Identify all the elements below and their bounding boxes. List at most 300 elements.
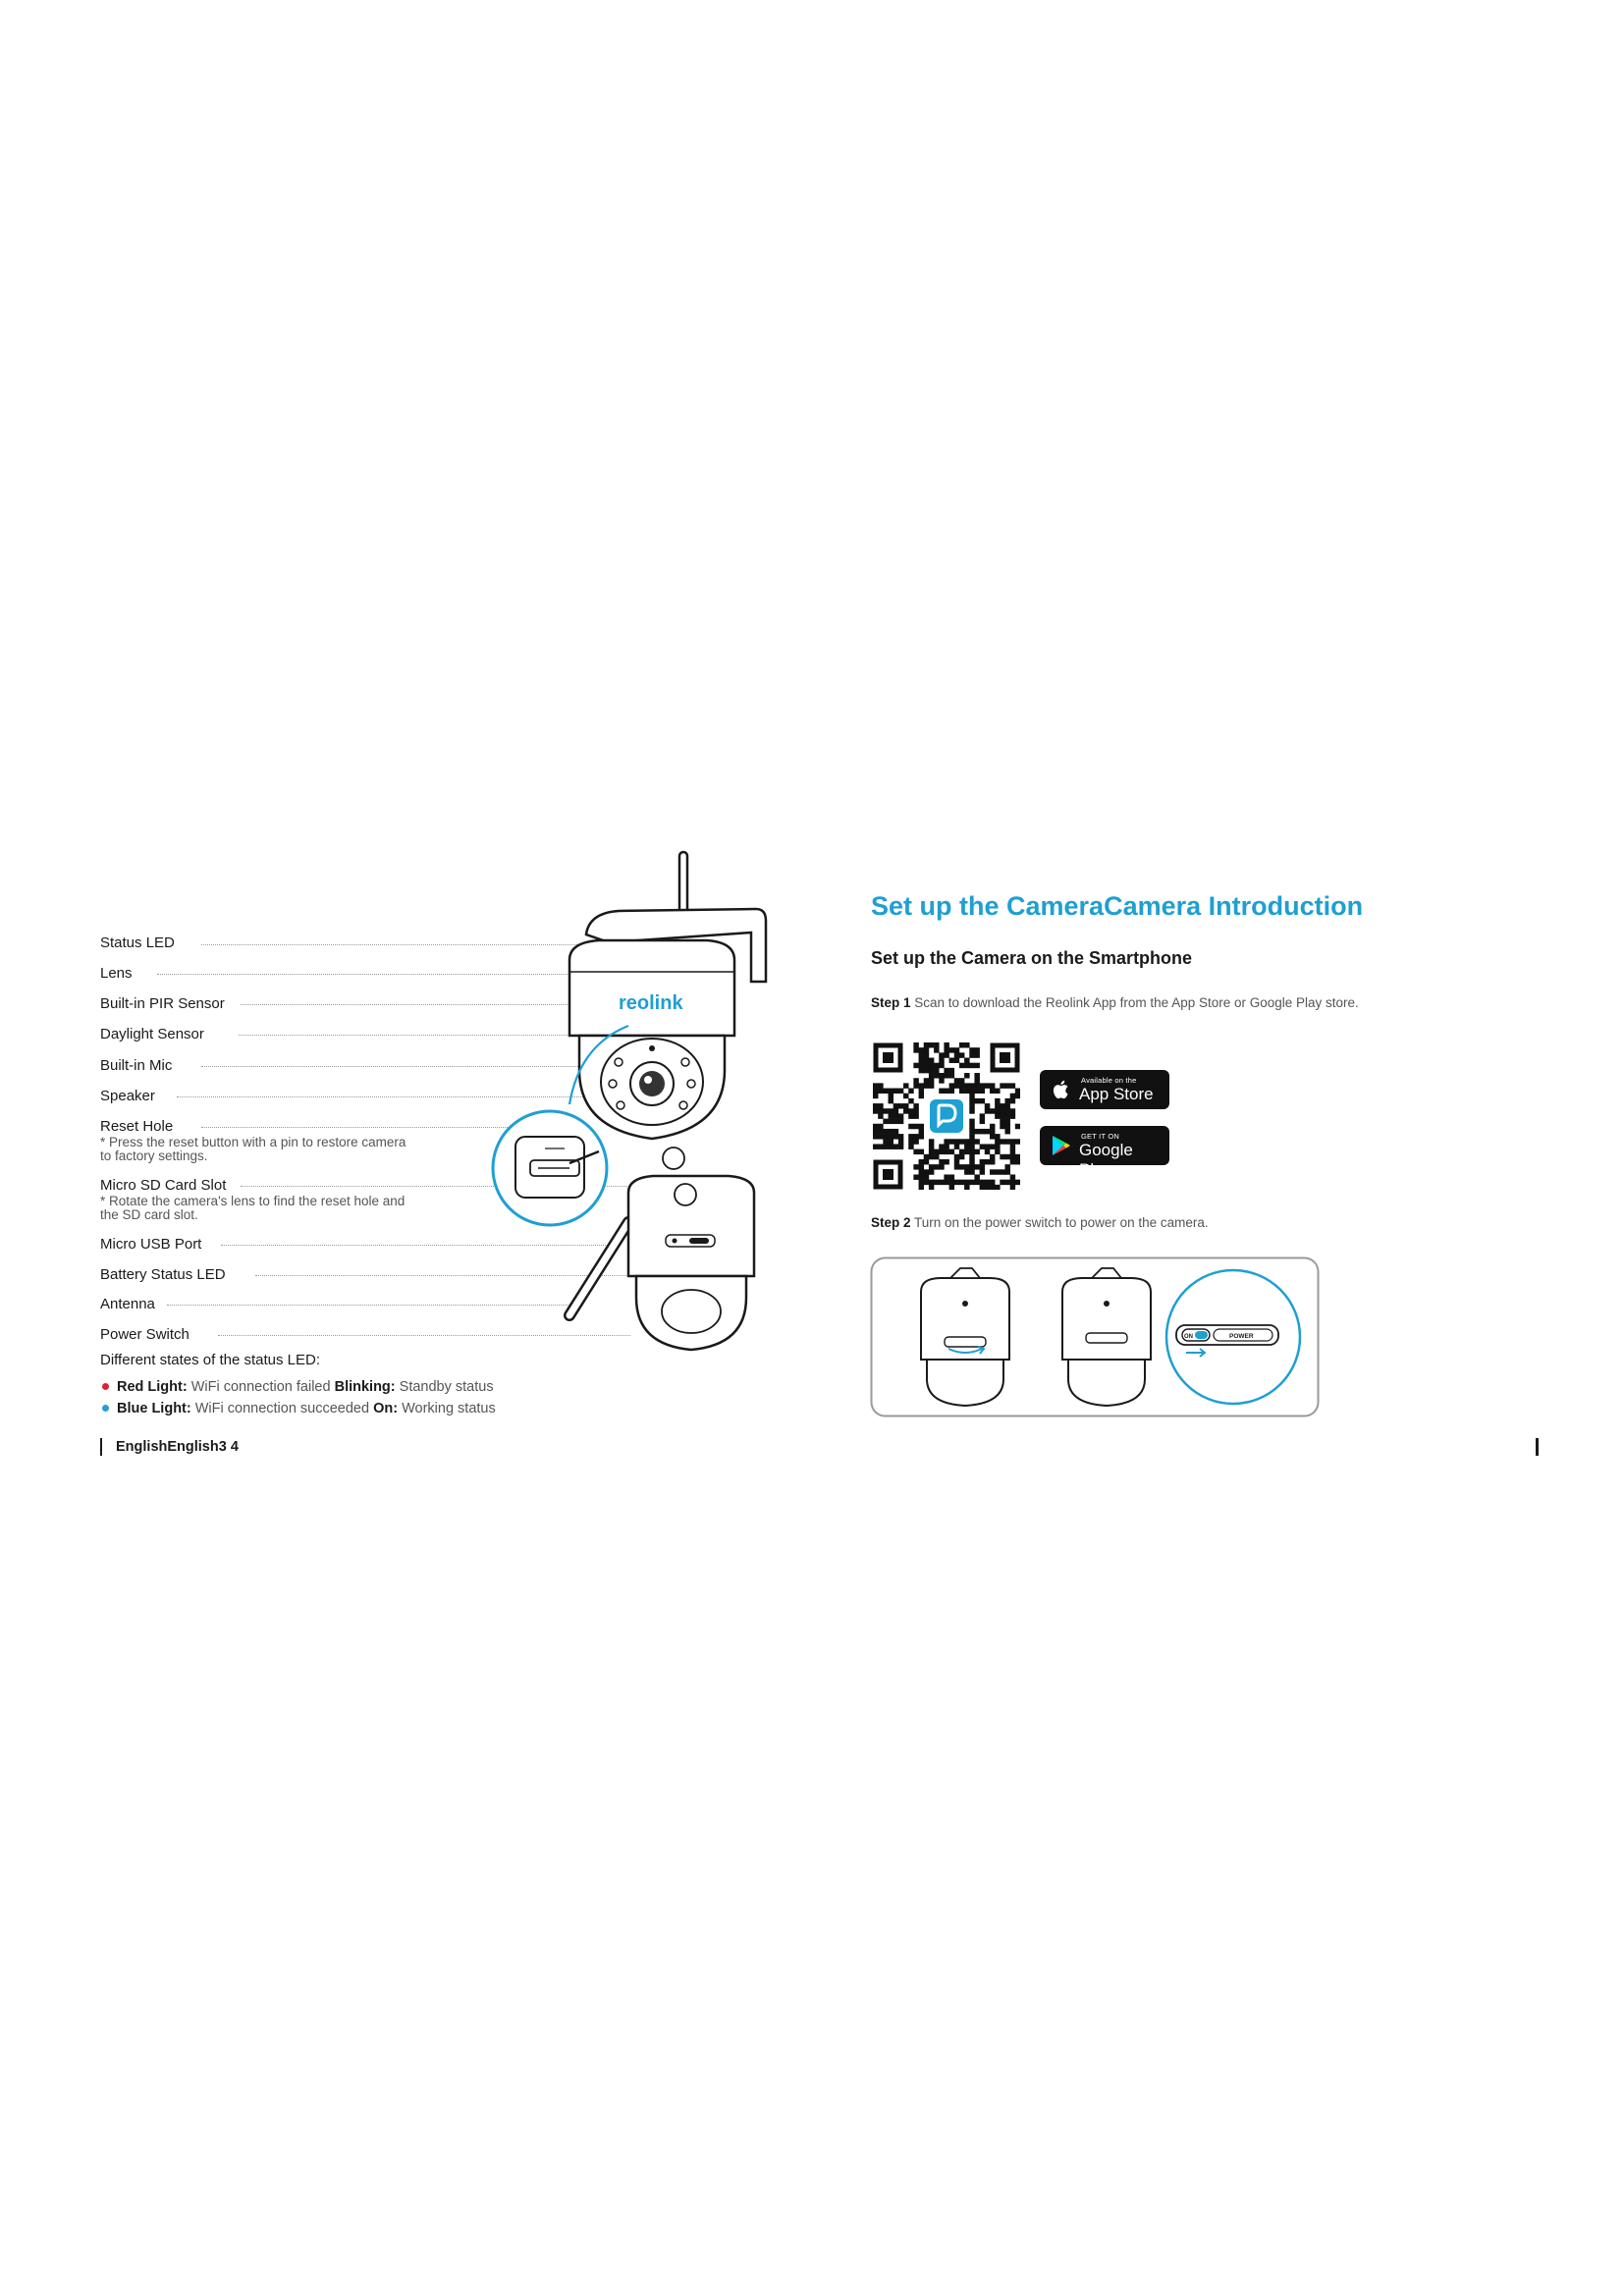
qr-module xyxy=(985,1159,990,1164)
switch-on-label: ON xyxy=(1184,1334,1193,1340)
qr-module xyxy=(898,1113,903,1118)
qr-module xyxy=(974,1083,979,1088)
qr-module xyxy=(980,1119,985,1124)
qr-module xyxy=(919,1083,924,1088)
qr-module xyxy=(949,1058,954,1063)
qr-module xyxy=(929,1058,934,1063)
led-state-red xyxy=(102,1379,494,1395)
qr-module xyxy=(969,1180,974,1185)
qr-module xyxy=(873,1144,878,1148)
qr-module xyxy=(995,1139,1000,1144)
led-mode-desc: Standby status xyxy=(399,1379,494,1395)
qr-module xyxy=(1010,1144,1015,1148)
qr-module xyxy=(954,1159,959,1164)
google-play-icon xyxy=(1050,1134,1073,1157)
qr-module xyxy=(954,1139,959,1144)
qr-module xyxy=(1004,1119,1009,1124)
qr-module xyxy=(980,1113,985,1118)
label-status-led: Status LED xyxy=(100,934,175,951)
led-mode-name: Blinking: xyxy=(334,1379,396,1395)
qr-module xyxy=(924,1159,929,1164)
qr-module xyxy=(929,1078,934,1083)
qr-module xyxy=(889,1094,893,1098)
qr-module xyxy=(1004,1154,1009,1159)
qr-module xyxy=(964,1042,969,1047)
qr-module xyxy=(980,1089,985,1094)
qr-module xyxy=(929,1068,934,1073)
qr-module xyxy=(924,1052,929,1057)
qr-module xyxy=(939,1073,944,1078)
qr-module xyxy=(990,1108,995,1113)
qr-module xyxy=(929,1149,934,1154)
qr-module xyxy=(1004,1180,1009,1185)
qr-module xyxy=(980,1098,985,1103)
qr-module xyxy=(934,1154,939,1159)
qr-module xyxy=(954,1078,959,1083)
qr-module xyxy=(919,1089,924,1094)
qr-module xyxy=(964,1089,969,1094)
qr-module xyxy=(995,1098,1000,1103)
qr-module xyxy=(969,1103,974,1108)
power-switch-illustration xyxy=(870,1256,1320,1417)
camera-illustration xyxy=(471,844,785,1355)
qr-module xyxy=(873,1134,878,1139)
qr-module xyxy=(1000,1119,1004,1124)
qr-module xyxy=(964,1073,969,1078)
qr-module xyxy=(1010,1185,1015,1190)
qr-module xyxy=(919,1174,924,1179)
qr-module xyxy=(1010,1108,1015,1113)
step-2-label: Step 2 xyxy=(871,1215,911,1230)
qr-module xyxy=(934,1063,939,1068)
qr-module xyxy=(934,1149,939,1154)
qr-module xyxy=(919,1058,924,1063)
red-dot-icon xyxy=(102,1383,109,1390)
qr-module xyxy=(969,1169,974,1174)
led-color-desc: WiFi connection failed xyxy=(190,1379,331,1395)
led-color-name: Red Light: xyxy=(117,1379,188,1395)
qr-module xyxy=(969,1119,974,1124)
qr-module xyxy=(939,1180,944,1185)
qr-module xyxy=(883,1134,888,1139)
qr-module xyxy=(944,1042,948,1047)
qr-module xyxy=(873,1089,878,1094)
qr-module xyxy=(969,1159,974,1164)
qr-module xyxy=(934,1068,939,1073)
qr-module xyxy=(1000,1113,1004,1118)
app-store-badge[interactable] xyxy=(1040,1070,1169,1109)
qr-module xyxy=(893,1129,898,1134)
qr-module xyxy=(929,1063,934,1068)
qr-module xyxy=(919,1159,924,1164)
qr-module xyxy=(1004,1103,1009,1108)
blue-dot-icon xyxy=(102,1405,109,1412)
qr-module xyxy=(939,1164,944,1169)
qr-module xyxy=(954,1154,959,1159)
qr-module xyxy=(893,1144,898,1148)
qr-module xyxy=(990,1089,995,1094)
qr-module xyxy=(990,1185,995,1190)
qr-module xyxy=(878,1134,883,1139)
qr-module xyxy=(959,1149,964,1154)
qr-module xyxy=(939,1089,944,1094)
qr-module xyxy=(954,1164,959,1169)
qr-module xyxy=(944,1073,948,1078)
qr-module xyxy=(1000,1139,1004,1144)
led-mode-desc: Working status xyxy=(402,1401,496,1416)
qr-module xyxy=(913,1042,918,1047)
qr-module xyxy=(949,1089,954,1094)
qr-module xyxy=(883,1144,888,1148)
qr-module xyxy=(913,1083,918,1088)
qr-module xyxy=(939,1159,944,1164)
qr-module xyxy=(964,1083,969,1088)
qr-module xyxy=(944,1089,948,1094)
qr-module xyxy=(878,1103,883,1108)
qr-module xyxy=(873,1129,878,1134)
qr-module xyxy=(1000,1154,1004,1159)
qr-module xyxy=(995,1144,1000,1148)
app-store-small-label: Available on the xyxy=(1081,1076,1137,1085)
qr-module xyxy=(964,1063,969,1068)
qr-module xyxy=(995,1149,1000,1154)
qr-module xyxy=(908,1113,913,1118)
qr-module xyxy=(929,1083,934,1088)
label-pir-sensor: Built-in PIR Sensor xyxy=(100,995,225,1012)
qr-module xyxy=(1000,1083,1004,1088)
qr-module xyxy=(1000,1108,1004,1113)
qr-module xyxy=(1004,1129,1009,1134)
qr-module xyxy=(929,1042,934,1047)
qr-module xyxy=(969,1094,974,1098)
qr-module xyxy=(919,1164,924,1169)
qr-module xyxy=(1015,1094,1020,1098)
qr-module xyxy=(1010,1159,1015,1164)
qr-module xyxy=(969,1083,974,1088)
qr-module xyxy=(883,1108,888,1113)
qr-module xyxy=(944,1052,948,1057)
qr-module xyxy=(990,1159,995,1164)
label-micro-sd-slot: Micro SD Card Slot xyxy=(100,1177,227,1194)
qr-module xyxy=(969,1124,974,1129)
led-color-name: Blue Light: xyxy=(117,1401,191,1416)
qr-module xyxy=(980,1129,985,1134)
qr-module xyxy=(889,1119,893,1124)
qr-module xyxy=(878,1144,883,1148)
qr-module xyxy=(974,1098,979,1103)
page-footer-bar xyxy=(1536,1438,1539,1456)
label-built-in-mic: Built-in Mic xyxy=(100,1057,173,1074)
step-2 xyxy=(871,1215,1209,1230)
qr-module xyxy=(969,1108,974,1113)
qr-module xyxy=(974,1063,979,1068)
qr-module xyxy=(893,1119,898,1124)
qr-module xyxy=(873,1094,878,1098)
qr-module xyxy=(1004,1098,1009,1103)
qr-module xyxy=(939,1063,944,1068)
qr-module xyxy=(969,1144,974,1148)
qr-module xyxy=(949,1068,954,1073)
qr-module xyxy=(919,1134,924,1139)
qr-module xyxy=(1010,1094,1015,1098)
qr-module xyxy=(924,1180,929,1185)
qr-module xyxy=(964,1180,969,1185)
qr-module xyxy=(954,1047,959,1052)
label-battery-status-led: Battery Status LED xyxy=(100,1266,226,1283)
qr-module xyxy=(944,1144,948,1148)
qr-module xyxy=(974,1139,979,1144)
qr-module xyxy=(889,1139,893,1144)
qr-module xyxy=(985,1180,990,1185)
qr-module xyxy=(959,1052,964,1057)
qr-module xyxy=(919,1063,924,1068)
qr-module xyxy=(929,1139,934,1144)
qr-module xyxy=(924,1154,929,1159)
qr-module xyxy=(934,1047,939,1052)
qr-module xyxy=(969,1063,974,1068)
qr-module xyxy=(898,1144,903,1148)
apple-icon xyxy=(1050,1078,1073,1101)
qr-module xyxy=(893,1103,898,1108)
qr-module xyxy=(964,1164,969,1169)
qr-module xyxy=(995,1185,1000,1190)
qr-module xyxy=(898,1103,903,1108)
qr-module xyxy=(969,1052,974,1057)
qr-module xyxy=(898,1139,903,1144)
qr-module xyxy=(980,1083,985,1088)
label-lens: Lens xyxy=(100,965,133,982)
qr-module xyxy=(1015,1180,1020,1185)
qr-module xyxy=(954,1144,959,1148)
qr-module xyxy=(990,1144,995,1148)
qr-module xyxy=(924,1169,929,1174)
qr-module xyxy=(969,1098,974,1103)
qr-module xyxy=(1010,1149,1015,1154)
qr-module xyxy=(929,1144,934,1148)
qr-module xyxy=(919,1129,924,1134)
qr-module xyxy=(969,1129,974,1134)
qr-module xyxy=(990,1154,995,1159)
qr-module xyxy=(893,1134,898,1139)
qr-module xyxy=(934,1180,939,1185)
qr-module xyxy=(893,1108,898,1113)
qr-module xyxy=(1004,1113,1009,1118)
qr-module xyxy=(873,1103,878,1108)
qr-module xyxy=(974,1180,979,1185)
qr-module xyxy=(908,1139,913,1144)
qr-module xyxy=(939,1149,944,1154)
qr-module xyxy=(959,1180,964,1185)
qr-module xyxy=(959,1089,964,1094)
qr-module xyxy=(898,1134,903,1139)
qr-module xyxy=(913,1124,918,1129)
qr-module xyxy=(889,1134,893,1139)
qr-module xyxy=(974,1047,979,1052)
qr-module xyxy=(1010,1154,1015,1159)
qr-module xyxy=(878,1089,883,1094)
qr-module xyxy=(908,1098,913,1103)
qr-module xyxy=(1010,1139,1015,1144)
qr-module xyxy=(883,1089,888,1094)
app-store-big-label: App Store xyxy=(1079,1085,1154,1103)
qr-module xyxy=(980,1169,985,1174)
qr-module xyxy=(883,1119,888,1124)
qr-module xyxy=(939,1058,944,1063)
qr-module xyxy=(959,1063,964,1068)
qr-module xyxy=(944,1047,948,1052)
qr-module xyxy=(929,1073,934,1078)
qr-module xyxy=(969,1154,974,1159)
qr-module xyxy=(878,1108,883,1113)
step-1-text: Scan to download the Reolink App from the App Store or Google Play store. xyxy=(914,995,1359,1010)
qr-module xyxy=(995,1113,1000,1118)
qr-module xyxy=(924,1083,929,1088)
google-play-big-label: Google Play xyxy=(1079,1141,1133,1179)
qr-module xyxy=(898,1089,903,1094)
qr-module xyxy=(1000,1103,1004,1108)
qr-module xyxy=(964,1185,969,1190)
qr-module xyxy=(913,1078,918,1083)
qr-module xyxy=(995,1108,1000,1113)
qr-module xyxy=(908,1089,913,1094)
qr-module xyxy=(919,1068,924,1073)
qr-module xyxy=(913,1108,918,1113)
qr-module xyxy=(964,1169,969,1174)
qr-module xyxy=(954,1052,959,1057)
qr-module xyxy=(974,1129,979,1134)
qr-module xyxy=(980,1164,985,1169)
qr-module xyxy=(949,1083,954,1088)
qr-module xyxy=(1004,1124,1009,1129)
qr-module xyxy=(878,1113,883,1118)
qr-module xyxy=(1015,1159,1020,1164)
qr-module xyxy=(919,1185,924,1190)
qr-module xyxy=(1015,1124,1020,1129)
qr-module xyxy=(883,1129,888,1134)
qr-module xyxy=(903,1094,908,1098)
qr-module xyxy=(959,1042,964,1047)
qr-module xyxy=(1000,1169,1004,1174)
qr-module xyxy=(974,1164,979,1169)
qr-module xyxy=(924,1058,929,1063)
qr-module xyxy=(893,1113,898,1118)
qr-module xyxy=(913,1174,918,1179)
qr-module xyxy=(913,1139,918,1144)
google-play-small-label: GET IT ON xyxy=(1081,1132,1120,1141)
qr-module xyxy=(964,1144,969,1148)
switch-power-label: POWER xyxy=(1229,1333,1254,1340)
qr-module xyxy=(1004,1164,1009,1169)
label-antenna: Antenna xyxy=(100,1296,155,1312)
qr-module xyxy=(985,1144,990,1148)
qr-module xyxy=(949,1139,954,1144)
qr-module xyxy=(913,1113,918,1118)
qr-module xyxy=(893,1089,898,1094)
qr-module xyxy=(990,1169,995,1174)
qr-module xyxy=(949,1174,954,1179)
label-power-switch: Power Switch xyxy=(100,1326,189,1343)
qr-module xyxy=(1000,1180,1004,1185)
google-play-badge[interactable] xyxy=(1040,1126,1169,1179)
qr-module xyxy=(969,1134,974,1139)
qr-module xyxy=(878,1083,883,1088)
qr-module xyxy=(949,1073,954,1078)
qr-module xyxy=(929,1180,934,1185)
label-reset-hole: Reset Hole xyxy=(100,1118,174,1135)
qr-module xyxy=(969,1149,974,1154)
qr-module xyxy=(985,1185,990,1190)
qr-module xyxy=(1004,1169,1009,1174)
qr-module xyxy=(889,1144,893,1148)
qr-module xyxy=(969,1164,974,1169)
qr-module xyxy=(944,1159,948,1164)
qr-module xyxy=(889,1113,893,1118)
qr-module xyxy=(959,1139,964,1144)
led-color-desc: WiFi connection succeeded xyxy=(194,1401,370,1416)
qr-module xyxy=(934,1164,939,1169)
qr-module xyxy=(954,1058,959,1063)
qr-module xyxy=(1004,1139,1009,1144)
qr-module xyxy=(889,1108,893,1113)
qr-module xyxy=(990,1129,995,1134)
qr-module xyxy=(990,1180,995,1185)
qr-module xyxy=(1015,1154,1020,1159)
led-state-blue xyxy=(102,1401,496,1416)
qr-module xyxy=(954,1083,959,1088)
qr-module xyxy=(990,1134,995,1139)
qr-module xyxy=(995,1103,1000,1108)
qr-module xyxy=(990,1124,995,1129)
qr-module xyxy=(878,1129,883,1134)
led-mode-name: On: xyxy=(373,1401,399,1416)
qr-module xyxy=(929,1185,934,1190)
qr-module xyxy=(944,1149,948,1154)
qr-module xyxy=(974,1052,979,1057)
qr-code[interactable] xyxy=(873,1042,1020,1190)
qr-module xyxy=(919,1169,924,1174)
qr-module xyxy=(913,1164,918,1169)
qr-module xyxy=(944,1174,948,1179)
page-footer-label: EnglishEnglish3 4 xyxy=(100,1438,239,1456)
qr-module xyxy=(985,1103,990,1108)
qr-module xyxy=(913,1103,918,1108)
qr-module xyxy=(980,1144,985,1148)
qr-module xyxy=(974,1078,979,1083)
qr-module xyxy=(898,1119,903,1124)
qr-module xyxy=(949,1047,954,1052)
label-daylight-sensor: Daylight Sensor xyxy=(100,1026,204,1042)
qr-module xyxy=(913,1149,918,1154)
qr-module xyxy=(908,1134,913,1139)
page-title: Set up the CameraCamera Introduction xyxy=(871,891,1364,921)
qr-module xyxy=(974,1174,979,1179)
qr-module xyxy=(924,1174,929,1179)
qr-module xyxy=(889,1089,893,1094)
qr-module xyxy=(995,1089,1000,1094)
qr-module xyxy=(924,1042,929,1047)
qr-module xyxy=(939,1052,944,1057)
qr-module xyxy=(1010,1098,1015,1103)
qr-module xyxy=(924,1078,929,1083)
qr-module xyxy=(954,1180,959,1185)
note-reset-hole: * Press the reset button with a pin to restore camera to factory settings. xyxy=(100,1135,406,1163)
qr-module xyxy=(995,1169,1000,1174)
qr-module xyxy=(1010,1083,1015,1088)
qr-module xyxy=(908,1108,913,1113)
qr-module xyxy=(919,1124,924,1129)
step-1-label: Step 1 xyxy=(871,995,911,1010)
qr-module xyxy=(944,1139,948,1144)
